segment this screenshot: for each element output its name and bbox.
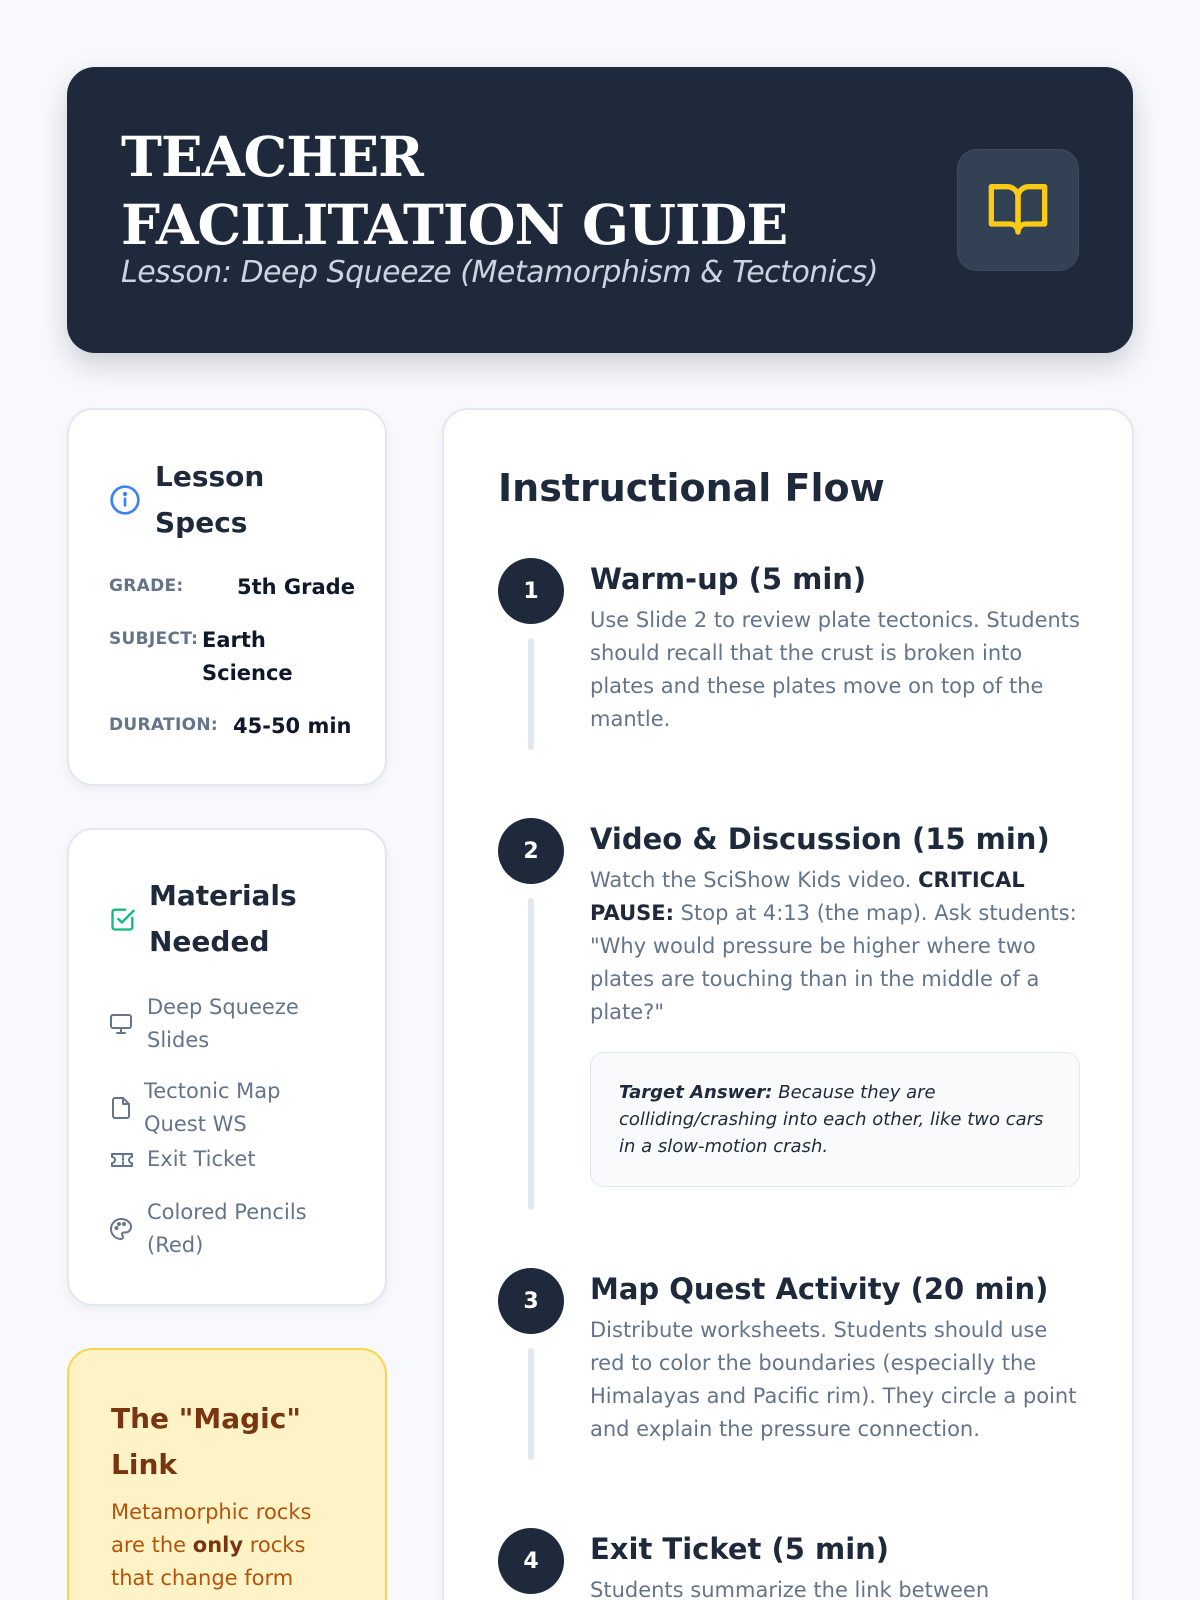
spec-label-subject: SUBJECT: xyxy=(109,629,199,649)
material-item xyxy=(109,1143,309,1176)
spec-value-grade: 5th Grade xyxy=(237,575,355,599)
step-number: 1 xyxy=(498,558,564,624)
material-label: Tectonic Map Quest WS xyxy=(144,1079,281,1136)
page-title: TEACHER FACILITATION GUIDE xyxy=(121,124,788,257)
step-connector xyxy=(528,1348,534,1460)
material-item xyxy=(109,1075,309,1141)
flow-title: Instructional Flow xyxy=(498,466,885,510)
step-body: Use Slide 2 to review plate tectonics. Students should recall that the crust is broken into plates and these plates move on top of the mantle. xyxy=(590,608,1080,731)
material-label: Deep Squeeze Slides xyxy=(147,995,299,1052)
step-title: Warm-up (5 min) xyxy=(590,562,867,596)
spec-label-duration: DURATION: xyxy=(109,715,218,735)
header-badge xyxy=(957,149,1079,271)
step-title: Video & Discussion (15 min) xyxy=(590,822,1050,856)
spec-value-duration: 45-50 min xyxy=(233,714,352,738)
step-connector xyxy=(528,898,534,1210)
magic-link-card xyxy=(67,1348,387,1600)
lesson-specs-card xyxy=(67,408,387,786)
materials-title: Materials Needed xyxy=(149,879,297,958)
lesson-subtitle: Lesson: Deep Squeeze (Metamorphism & Tectonics) xyxy=(121,255,878,290)
spec-label-grade: GRADE: xyxy=(109,576,184,596)
magic-text: Metamorphic rocks are the only rocks that change form xyxy=(111,1500,312,1590)
step-body: Distribute worksheets. Students should use red to color the boundaries (especially the Himalayas and Pacific rim). They circle a point and explain the pressure connection. xyxy=(590,1318,1077,1441)
ticket-icon xyxy=(109,1148,139,1172)
material-label: Exit Ticket xyxy=(147,1147,256,1171)
magic-title: The "Magic" Link xyxy=(111,1402,301,1481)
step-title: Exit Ticket (5 min) xyxy=(590,1532,890,1566)
step-body: Students summarize the link between xyxy=(590,1578,990,1600)
file-icon xyxy=(109,1096,139,1120)
step-number: 3 xyxy=(498,1268,564,1334)
book-open-icon xyxy=(986,176,1050,244)
step-body: Watch the SciShow Kids video. CRITICAL PAUSE: Stop at 4:13 (the map). Ask students: "Why would pressure be higher where two plates are touching than in the middle of a plate?" xyxy=(590,868,1077,1024)
spec-value-subject: Earth Science xyxy=(202,628,293,685)
specs-title: Lesson Specs xyxy=(155,460,265,539)
target-answer-box: Target Answer: Because they are colliding/crashing into each other, like two cars in a slow-motion crash. xyxy=(590,1052,1080,1187)
checkbox-icon xyxy=(109,905,149,933)
monitor-icon xyxy=(109,1012,139,1036)
instructional-flow-card xyxy=(442,408,1134,1600)
material-label: Colored Pencils (Red) xyxy=(147,1200,307,1257)
info-icon xyxy=(109,484,155,516)
step-number: 2 xyxy=(498,818,564,884)
palette-icon xyxy=(109,1217,139,1241)
material-item xyxy=(109,1196,319,1262)
materials-card xyxy=(67,828,387,1306)
step-title: Map Quest Activity (20 min) xyxy=(590,1272,1049,1306)
step-connector xyxy=(528,638,534,750)
material-item xyxy=(109,991,309,1057)
step-number: 4 xyxy=(498,1528,564,1594)
guide-header xyxy=(67,67,1133,353)
